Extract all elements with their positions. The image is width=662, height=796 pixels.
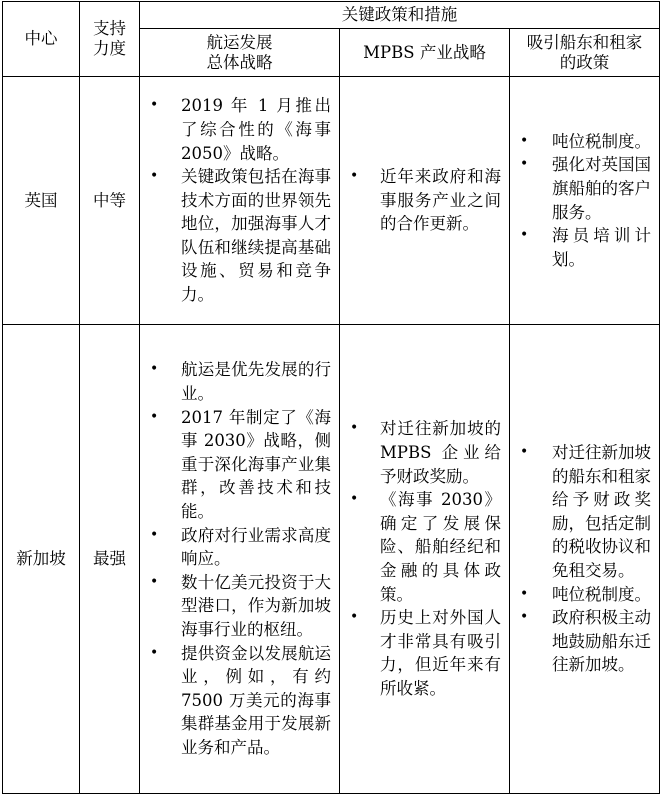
bullet-item [510, 606, 659, 677]
header-attract-policy [510, 29, 660, 77]
bullet-item [340, 488, 509, 606]
bullet-text: 关键政策包括在海事技术方面的世界领先地位，加强海事人才队伍和继续提高基础设施、贸易和竞争力。 [181, 167, 331, 305]
header-attract-line1: 吸引船东和租家 [526, 32, 643, 52]
bullet-text: 吨位税制度。 [552, 131, 651, 151]
bullet-text: 政府对行业需求高度响应。 [181, 525, 331, 569]
row-center-cell [3, 325, 80, 794]
bullet-text: 航运是优先发展的行业。 [181, 360, 331, 404]
bullet-dot-icon: • [520, 609, 529, 626]
bullet-dot-icon: • [350, 609, 359, 626]
header-shipping-strategy [140, 29, 340, 77]
bullet-text: 2019 年 1 月推出了综合性的《海事 2050》战略。 [181, 96, 331, 163]
bullet-dot-icon: • [350, 168, 359, 185]
bullet-text: 数十亿美元投资于大型港口，作为新加坡海事行业的枢纽。 [181, 572, 331, 639]
bullet-text: 历史上对外国人才非常具有吸引力，但近年来有所收紧。 [380, 608, 501, 698]
bullet-dot-icon: • [350, 420, 359, 437]
row-shipping-cell [140, 77, 340, 325]
bullet-text: 强化对英国国旗船舶的客户服务。 [552, 155, 652, 222]
bullet-item [140, 406, 339, 524]
header-center-label: 中心 [24, 29, 58, 48]
bullet-dot-icon: • [520, 132, 529, 149]
row-support-cell [80, 325, 140, 794]
bullet-dot-icon: • [520, 227, 529, 244]
row-mpbs-cell [340, 325, 510, 794]
table-row-uk [3, 77, 660, 325]
header-mpbs-label: MPBS 产业战略 [363, 42, 486, 62]
row-attract-cell [510, 77, 660, 325]
row-attract-cell [510, 325, 660, 794]
bullet-text: 近年来政府和海事服务产业之间的合作更新。 [380, 167, 501, 234]
bullet-text: 对迁往新加坡的船东和租家给予财政奖励，包括定制的税收协议和免租交易。 [552, 443, 652, 580]
bullet-item [140, 165, 339, 307]
header-shipping-line2: 总体战略 [206, 52, 273, 72]
bullet-item [140, 571, 339, 642]
header-mpbs-strategy [340, 29, 510, 77]
bullet-item [140, 642, 339, 760]
bullet-dot-icon: • [150, 361, 159, 378]
bullet-text: 对迁往新加坡的 MPBS 企业给予财政奖励。 [380, 419, 501, 486]
bullet-item [140, 94, 339, 165]
bullet-dot-icon: • [520, 444, 529, 461]
bullet-text: 政府积极主动地鼓励船东迁往新加坡。 [552, 608, 652, 675]
bullet-dot-icon: • [520, 156, 529, 173]
bullet-text: 《海事 2030》确定了发展保险、船舶经纪和金融的具体政策。 [380, 490, 501, 604]
bullet-item [340, 417, 509, 488]
bullet-dot-icon: • [150, 408, 159, 425]
row-shipping-cell [140, 325, 340, 794]
row-center-cell [3, 77, 80, 325]
header-key-policies-label: 关键政策和措施 [341, 5, 458, 24]
policy-comparison-table [2, 1, 660, 794]
bullet-text: 2017 年制定了《海事 2030》战略，侧重于深化海事产业集群，改善技术和技能。 [181, 407, 331, 522]
row-center-label: 英国 [24, 190, 58, 210]
header-attract-line2: 的政策 [559, 52, 610, 72]
row-support-label: 中等 [93, 190, 126, 210]
bullet-item [140, 358, 339, 405]
bullet-dot-icon: • [150, 97, 159, 114]
bullet-item [140, 524, 339, 571]
header-key-policies [140, 2, 660, 29]
row-mpbs-cell [340, 77, 510, 325]
bullet-item [340, 606, 509, 700]
header-center [3, 2, 80, 77]
bullet-item [340, 165, 509, 236]
bullet-item [510, 130, 659, 154]
bullet-text: 提供资金以发展航运业，例如，有约 7500 万美元的海事集群基金用于发展新业务和产品。 [181, 643, 331, 757]
header-support-label: 支持力度 [93, 19, 126, 58]
bullet-item [510, 441, 659, 583]
row-support-cell [80, 77, 140, 325]
row-center-label: 新加坡 [16, 549, 66, 568]
bullet-dot-icon: • [150, 526, 159, 543]
bullet-dot-icon: • [150, 168, 159, 185]
bullet-dot-icon: • [520, 585, 529, 602]
header-support [80, 2, 140, 77]
bullet-item [510, 153, 659, 224]
bullet-item [510, 583, 659, 607]
bullet-dot-icon: • [350, 491, 359, 508]
bullet-item [510, 224, 659, 271]
bullet-text: 吨位税制度。 [552, 584, 651, 604]
bullet-dot-icon: • [150, 644, 159, 661]
bullet-dot-icon: • [150, 573, 159, 590]
bullet-text: 海员培训计划。 [552, 226, 652, 269]
header-shipping-line1: 航运发展 [206, 32, 273, 52]
table-row-singapore [3, 325, 660, 794]
row-support-label: 最强 [93, 549, 126, 568]
